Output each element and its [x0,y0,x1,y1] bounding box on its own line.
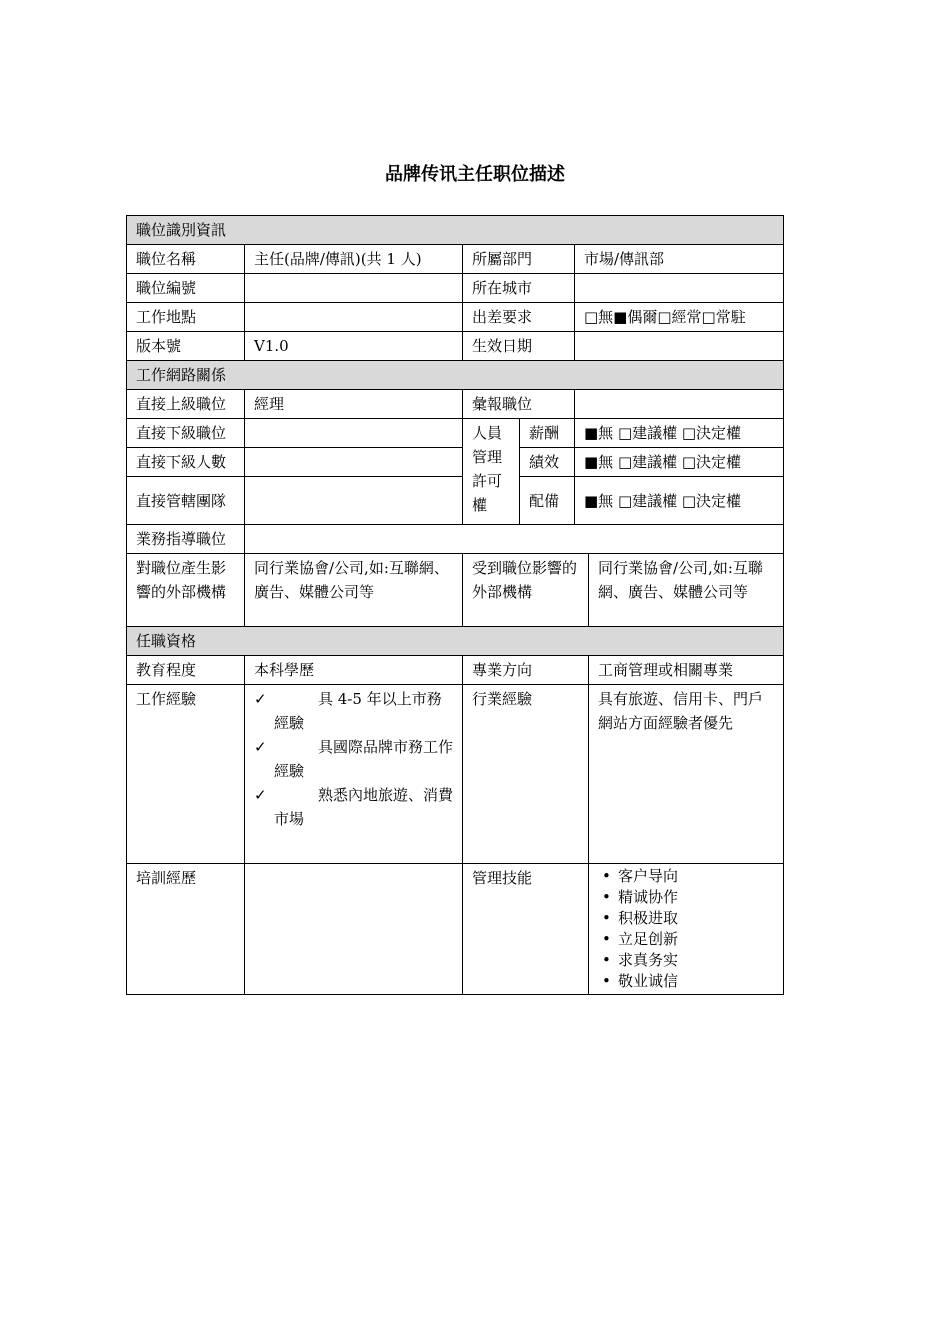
major-label: 專業方向 [463,656,589,685]
education-value: 本科學歷 [245,656,463,685]
training-value [245,864,463,995]
dept-label: 所屬部門 [463,245,575,274]
effective-value [575,332,784,361]
skill-item: • 敬业诚信 [598,971,774,992]
salary-value: ■無 □建議權 □決定權 [575,419,784,448]
job-code-value [245,274,463,303]
training-label: 培訓經歷 [127,864,245,995]
report-value [575,390,784,419]
affect-label: 對職位產生影響的外部機構 [127,554,245,627]
city-value [575,274,784,303]
page-title: 品牌传讯主任职位描述 [385,164,565,185]
section-qualification: 任職資格 [127,627,784,656]
staffing-value: ■無 □建議權 □決定權 [575,477,784,525]
subordinate-label: 直接下級職位 [127,419,245,448]
skill-item: • 积极进取 [598,908,774,929]
guidance-value [245,525,784,554]
report-label: 彙報職位 [463,390,575,419]
check-icon: ✓ [254,786,267,804]
authority-label-line-2: 管理 [472,448,503,466]
performance-value: ■無 □建議權 □決定權 [575,448,784,477]
affect-value: 同行業協會/公司,如:互聯網、廣告、媒體公司等 [245,554,463,627]
skills-value [589,864,784,995]
experience-item: ✓ 熟悉內地旅遊、消費市場 [254,783,453,831]
major-value: 工商管理或相關專業 [589,656,784,685]
effective-label: 生效日期 [463,332,575,361]
industry-value: 具有旅遊、信用卡、門戶網站方面經驗者優先 [589,685,784,864]
check-icon: ✓ [254,738,267,756]
experience-label: 工作經驗 [127,685,245,864]
check-icon: ✓ [254,690,267,708]
section-identification: 職位識別資訊 [127,216,784,245]
superior-label: 直接上級職位 [127,390,245,419]
skills-label: 管理技能 [463,864,589,995]
skill-item: • 求真务实 [598,950,774,971]
skill-item: • 立足创新 [598,929,774,950]
affected-label: 受到職位影響的外部機構 [463,554,589,627]
version-label: 版本號 [127,332,245,361]
version-value: V1.0 [245,332,463,361]
experience-item: ✓ 具國際品牌市務工作經驗 [254,735,453,783]
experience-value [245,685,463,864]
job-name-value: 主任(品牌/傳訊)(共 1 人) [245,245,463,274]
job-code-label: 職位編號 [127,274,245,303]
sub-count-label: 直接下級人數 [127,448,245,477]
city-label: 所在城市 [463,274,575,303]
subordinate-value [245,419,463,448]
authority-label [463,419,520,525]
travel-value: □無■偶爾□經常□常駐 [575,303,784,332]
industry-label: 行業經驗 [463,685,589,864]
salary-label: 薪酬 [520,419,575,448]
travel-label: 出差要求 [463,303,575,332]
skill-item: • 客户导向 [598,866,774,887]
skill-item: • 精诚协作 [598,887,774,908]
experience-item: ✓ 具 4-5 年以上市務經驗 [254,687,453,735]
guidance-label: 業務指導職位 [127,525,245,554]
job-description-table [126,215,784,995]
authority-label-line-1: 人員 [472,424,503,442]
section-network: 工作網路關係 [127,361,784,390]
affected-value: 同行業協會/公司,如:互聯網、廣告、媒體公司等 [589,554,784,627]
authority-label-line-3: 許可權 [472,472,503,514]
location-value [245,303,463,332]
job-name-label: 職位名稱 [127,245,245,274]
dept-value: 市場/傳訊部 [575,245,784,274]
location-label: 工作地點 [127,303,245,332]
team-value [245,477,463,525]
team-label: 直接管轄團隊 [127,477,245,525]
sub-count-value [245,448,463,477]
staffing-label: 配備 [520,477,575,525]
skills-list [598,866,774,992]
education-label: 教育程度 [127,656,245,685]
superior-value: 經理 [245,390,463,419]
performance-label: 績效 [520,448,575,477]
